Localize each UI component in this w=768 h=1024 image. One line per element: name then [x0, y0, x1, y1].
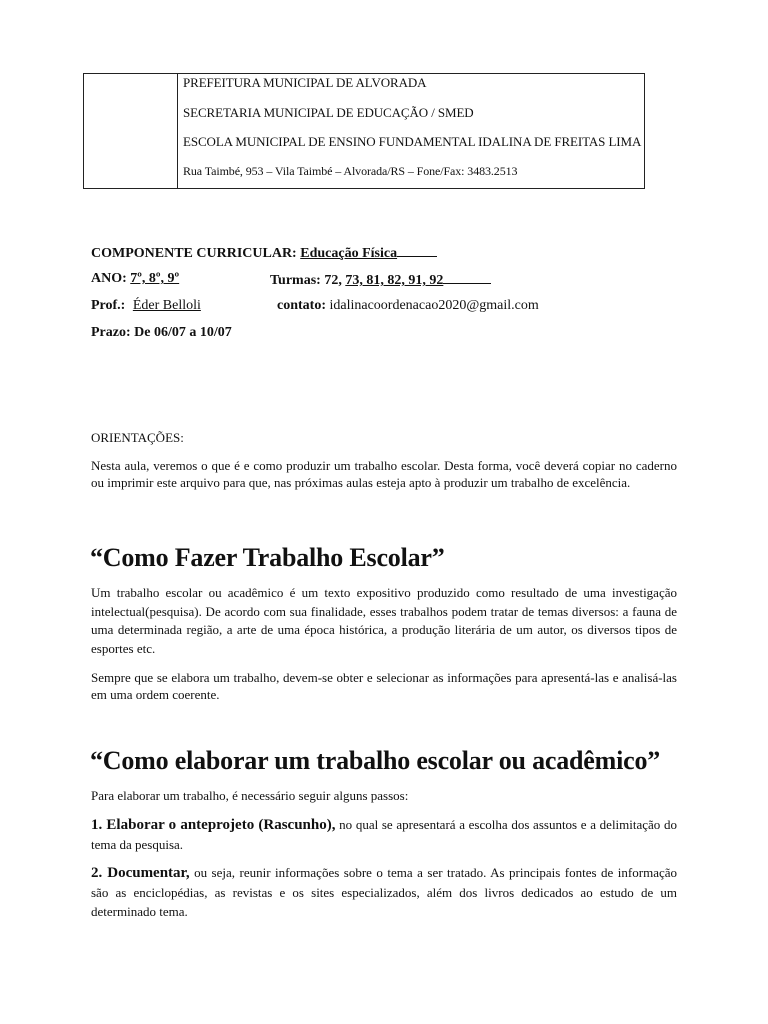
contato-label: contato: [277, 298, 326, 313]
ano-line [91, 271, 179, 287]
school-header-table [83, 73, 645, 189]
step-2-title: 2. Documentar, [91, 865, 190, 881]
header-address: Rua Taimbé, 953 – Vila Taimbé – Alvorada/RS – Fone/Fax: 3483.2513 [183, 164, 518, 178]
componente-value: Educação Física [300, 246, 398, 261]
header-secretaria: SECRETARIA MUNICIPAL DE EDUCAÇÃO / SMED [183, 105, 474, 120]
prazo-line [91, 325, 232, 341]
prazo-text: Prazo: De 06/07 a 10/07 [91, 325, 232, 340]
prof-value: Éder Belloli [132, 298, 201, 313]
componente-label: COMPONENTE CURRICULAR: [91, 246, 297, 261]
header-prefeitura: PREFEITURA MUNICIPAL DE ALVORADA [183, 75, 427, 90]
fill-line [397, 244, 437, 257]
step-2 [91, 863, 677, 921]
section1-title: “Como Fazer Trabalho Escolar” [90, 543, 445, 572]
orientacoes-title: ORIENTAÇÕES: [91, 430, 184, 445]
step-1 [91, 815, 677, 854]
step-1-title: 1. Elaborar o anteprojeto (Rascunho), [91, 817, 336, 833]
step-2-text: ou seja, reunir informações sobre o tema a ser tratado. As principais fontes de informação são as enciclopédias, as revistas e os sites especializados, além dos livros dedicados ao estudo de um determinado tema. [91, 865, 678, 919]
prof-line [91, 298, 201, 314]
section1-paragraph-2: Sempre que se elabora um trabalho, devem-se obter e selecionar as informações para apresentá-las e analisá-las em uma ordem coerente. [91, 670, 677, 702]
contato-email: idalinacoordenacao2020@gmail.com [329, 298, 539, 313]
orientacoes-text: Nesta aula, veremos o que é e como produzir um trabalho escolar. Desta forma, você deverá copiar no caderno ou imprimir este arquivo para que, nas próximas aulas esteja apto à produzir um trabalho de excelência. [91, 458, 677, 490]
fill-line [443, 271, 491, 284]
header-text-cell [178, 74, 644, 188]
section2-intro: Para elaborar um trabalho, é necessário seguir alguns passos: [91, 788, 409, 803]
contato-line [277, 298, 539, 314]
turmas-value-b: 73, 81, 82, 91, 92 [345, 273, 444, 288]
section2-title: “Como elaborar um trabalho escolar ou acadêmico” [90, 746, 661, 775]
turmas-line [270, 271, 491, 289]
ano-label: ANO: [91, 271, 127, 286]
turmas-value-a: 72, [324, 273, 342, 288]
step-1-text: no qual se apresentará a escolha dos assuntos e a delimitação do tema da pesquisa. [91, 817, 677, 852]
section1-paragraph-1: Um trabalho escolar ou acadêmico é um texto expositivo produzido como resultado de uma investigação intelectual(pesquisa). De acordo com sua finalidade, esses trabalhos podem tratar de temas diversos: a fauna de uma determinada região, a arte de uma época histórica, a produção literária de um autor, os diversos tipos de esportes etc. [91, 585, 677, 656]
logo-cell [84, 74, 178, 188]
header-escola: ESCOLA MUNICIPAL DE ENSINO FUNDAMENTAL IDALINA DE FREITAS LIMA [183, 134, 642, 149]
ano-value: 7º, 8º, 9º [130, 271, 180, 286]
componente-curricular-line [91, 244, 437, 262]
turmas-label: Turmas: [270, 273, 321, 288]
prof-label: Prof.: [91, 298, 126, 313]
